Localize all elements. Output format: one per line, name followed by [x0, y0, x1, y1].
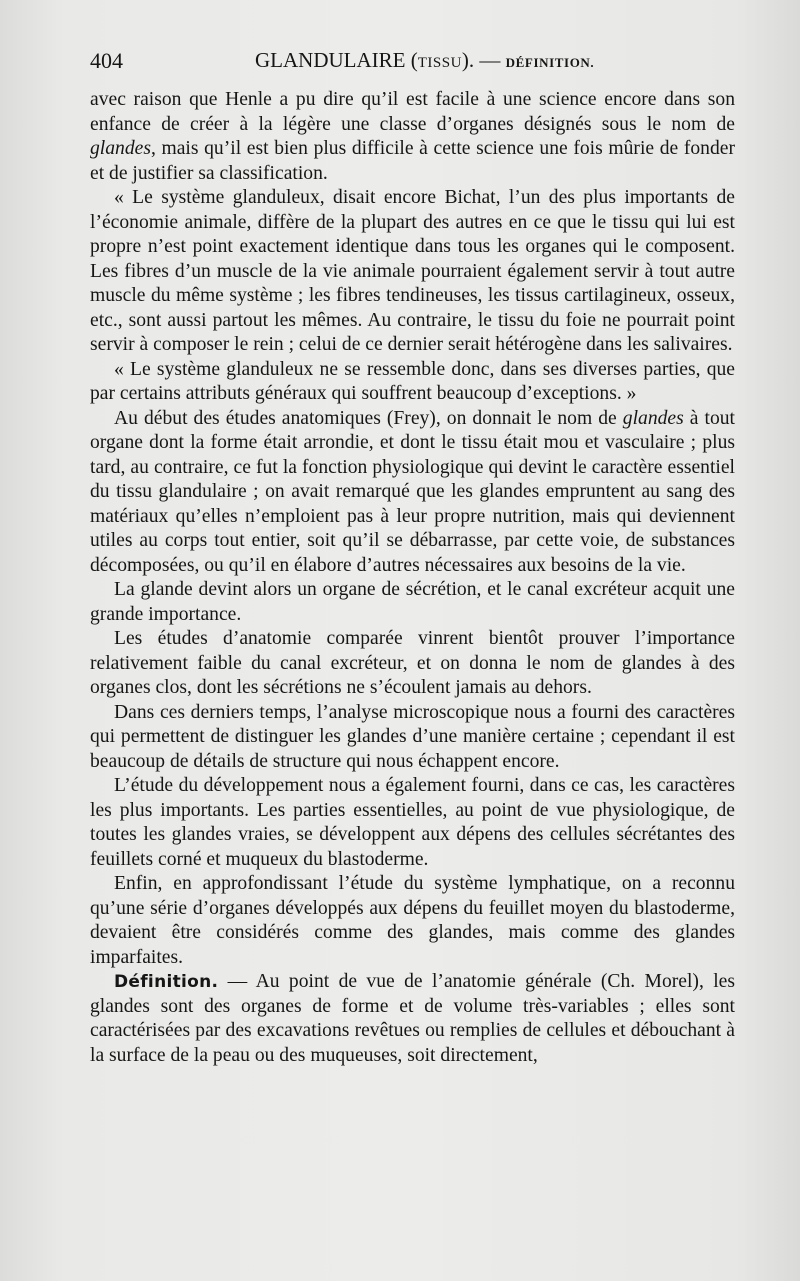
section-heading: Définition.	[114, 972, 219, 992]
heading-separator: —	[218, 971, 256, 992]
italic-term: glandes	[90, 138, 151, 159]
paragraph: L’étude du développement nous a également fourni, dans ce cas, les caractères les plus importants. Les parties essentielles, au point de vue physiologique, de toutes les glandes vraies, se développent aux dépens des cellules sécrétantes des feuillets corné et muqueux du blastoderme.	[90, 775, 735, 870]
running-title-small: TISSU	[417, 55, 462, 71]
page-number: 404	[90, 48, 123, 73]
running-title-paren-open: (	[405, 48, 418, 72]
running-title-section: DÉFINITION.	[505, 55, 595, 70]
paragraph: Les études d’anatomie comparée vinrent bientôt prouver l’importance relativement faible du canal excréteur, et on donna le nom de glandes à des organes clos, dont les sécrétions ne s’écoulent jamais au dehors.	[90, 628, 735, 698]
paragraph-text: Au point de vue de l’anatomie générale (Ch. Morel), les glandes sont des organes de forme et de volume très-variables ; elles sont caractérisées par des excavations revêtues ou remplies de cellules et débouchant à la surface de la peau ou des muqueuses, soit directement,	[90, 971, 735, 1066]
paragraph-text: avec raison que Henle a pu dire qu’il est facile à une science encore dans son enfance de créer à la légère une classe d’organes désignés sous le nom de	[90, 89, 735, 135]
paragraph: La glande devint alors un organe de sécrétion, et le canal excréteur acquit une grande importance.	[90, 579, 735, 625]
paragraph-text: , mais qu’il est bien plus difficile à cette science une fois mûrie de fonder et de justifier sa classification.	[90, 138, 735, 184]
paragraph: « Le système glanduleux ne se ressemble donc, dans ses diverses parties, que par certains attributs généraux qui souffrent beaucoup d’exceptions. »	[90, 358, 735, 404]
running-title-main: GLANDULAIRE	[255, 48, 406, 72]
running-title	[255, 48, 594, 73]
body-text	[90, 88, 735, 1068]
paragraph-continuation	[90, 88, 735, 186]
paragraph: Enfin, en approfondissant l’étude du système lymphatique, on a reconnu qu’une série d’organes développés aux dépens du feuillet moyen du blastoderme, devaient être considérés comme des glandes, mais comme des glandes imparfaites.	[90, 873, 735, 968]
italic-term: glandes	[622, 407, 684, 429]
paragraph	[90, 407, 735, 579]
running-title-paren-close: ).	[461, 48, 475, 72]
paragraph: Dans ces derniers temps, l’analyse microscopique nous a fourni des caractères qui permettent de distinguer les glandes d’une manière certaine ; cependant il est beaucoup de détails de structure qui nous échappent encore.	[90, 701, 735, 772]
running-header	[90, 48, 735, 84]
paragraph: « Le système glanduleux, disait encore Bichat, l’un des plus importants de l’économie animale, diffère de la plupart des autres en ce que le tissu qui lui est propre n’est point exactement identique dans tous les organes qui le composent. Les fibres d’un muscle de la vie animale pourraient également servir à tout autre muscle du même système ; les fibres tendineuses, les tissus cartilagineux, osseux, etc., sont aussi partout les mêmes. Au contraire, le tissu du foie ne pourrait point servir à composer le rein ; celui de ce dernier serait hétérogène dans les salivaires.	[90, 187, 735, 355]
running-title-dash: —	[474, 48, 506, 72]
definition-paragraph	[90, 970, 735, 1068]
paragraph-text: Au début des études anatomiques (Frey), on donnait le nom de	[114, 407, 623, 429]
paragraph-text: à tout organe dont la forme était arrondie, et dont le tissu était mou et vasculaire ; plus tard, au contraire, ce fut la fonction physiologique qui devint le caractère essentiel du tissu glandulaire ; on avait remarqué que les glandes empruntent au sang des matériaux qu’elles n’emploient pas à leur propre nutrition, mais qui deviennent utiles au corps tout entier, soit qu’il se débarrasse, par cette voie, de substances décomposées, ou qu’il en élabore d’autres nécessaires aux besoins de la vie.	[90, 407, 736, 576]
